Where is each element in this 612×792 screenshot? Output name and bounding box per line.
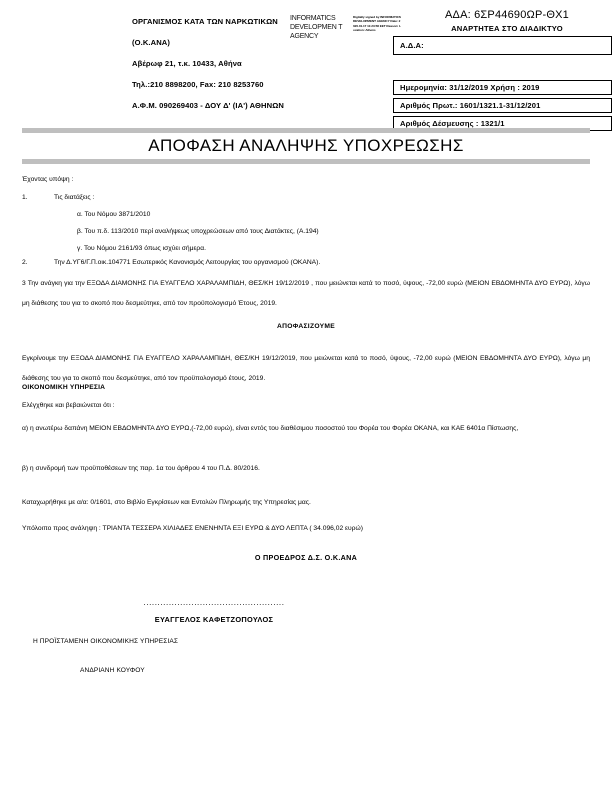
stamp-agency-name: INFORMATICS DEVELOPMEN T AGENCY (290, 15, 343, 41)
org-phone-line: Τηλ.:210 8898200, Fax: 210 8253760 (132, 80, 264, 90)
ada-code-text: ΑΔΑ: 6ΣΡ44690ΩΡ-ΘΧ1 (444, 9, 569, 21)
document-header (0, 0, 612, 126)
list-item-1c: γ. Του Νόμου 2161/93 όπως ισχύει σήμερα. (77, 245, 206, 252)
finance-head-name: ΑΝΔΡΙΑΝΗ ΚΟΥΦΟΥ (80, 667, 145, 674)
title-rule-top (22, 128, 590, 133)
financial-point-a: α) η ανωτέρω δαπάνη ΜΕΙΟΝ ΕΒΔΟΜΗΝΤΑ ΔΥΟ ΕΥΡΩ,(-72,00 ευρώ), είναι εντός του διαθέσιμου ποσοστού του Φορέα του Φορέα ΟΚΑΝΑ, και ΚΑΕ 6401α Πίστωσης, (22, 425, 519, 432)
checked-statement: Ελέγχθηκε και βεβαιώνεται ότι : (22, 402, 115, 409)
intro-text: Έχοντας υπόψη : (22, 176, 74, 183)
protocol-number-box: Αριθμός Πρωτ.: 1601/1321.1-31/12/201 (393, 98, 612, 113)
list-item-2 (22, 259, 590, 266)
date-field-box: Ημερομηνία: 31/12/2019 Χρήση : 2019 (393, 80, 612, 95)
publication-notice: ΑΝΑΡΤΗΤΕΑ ΣΤΟ ΔΙΑΔΙΚΤΥΟ (451, 24, 563, 33)
list-item-3: 3 Την ανάγκη για την ΕΞΟΔΑ ΔΙΑΜΟΝΗΣ ΓΙΑ ΕΥΑΓΓΕΛΟ ΧΑΡΑΛΑΜΠΙΔΗ, ΘΕΣ/ΚΗ 19/12/2019 , που μειώνεται κατά το ποσό, ύψους, -72,00 ευρώ (ΜΕΙΟΝ ΕΒΔΟΜΗΝΤΑ ΔΥΟ ΕΥΡΩ), λόγω μη διάθεσης του για το σκοπό που δεσμεύτηκε, από τον προϋπολογισμό Έτους, 2019. (22, 280, 590, 307)
financial-point-b: β) η συνδρομή των προϋποθέσεων της παρ. 1α του άρθρου 4 του Π.Δ. 80/2016. (22, 465, 260, 472)
list-item-2-marker: 2. (22, 259, 28, 266)
org-address-line: Αβέρωφ 21, τ.κ. 10433, Αθήνα (132, 59, 242, 69)
title-rule-bottom (22, 159, 590, 164)
finance-head-title: Η ΠΡΟΪΣΤΑΜΕΝΗ ΟΙΚΟΝΟΜΙΚΗΣ ΥΠΗΡΕΣΙΑΣ (33, 638, 179, 645)
stamp-signature-details: Digitally signed by INFORMATICS DEVELOPMENT AGENCY Date: 2020.01.17 11:23:58 EET Reason: Location: Athens (353, 15, 401, 32)
signature-dotted-line: .................................................. (143, 598, 285, 607)
commitment-number-box: Αριθμός Δέσμευσης : 1321/1 (393, 116, 612, 131)
org-name-line: ΟΡΓΑΝΙΣΜΟΣ ΚΑΤΑ ΤΩΝ ΝΑΡΚΩΤΙΚΩΝ (132, 17, 278, 26)
list-item-1b: β. Του π.δ. 113/2010 περί αναλήψεως υποχρεώσεων από τους Διατάκτες, (Α.194) (77, 228, 319, 235)
digital-signature-stamp (290, 14, 400, 60)
page-title: ΑΠΟΦΑΣΗ ΑΝΑΛΗΨΗΣ ΥΠΟΧΡΕΩΣΗΣ (148, 136, 464, 155)
president-name: ΕΥΑΓΓΕΛΟΣ ΚΑΦΕΤΖΟΠΟΥΛΟΣ (154, 615, 274, 624)
list-item-1a: α. Του Νόμου 3871/2010 (77, 211, 151, 218)
ada-field-box: Α.Δ.Α: (393, 36, 612, 55)
decide-heading: ΑΠΟΦΑΣΙΖΟΥΜΕ (276, 323, 336, 330)
list-item-1-text: Τις διατάξεις : (54, 194, 95, 201)
org-abbreviation-line: (Ο.Κ.ΑΝΑ) (132, 38, 171, 48)
org-tax-line: Α.Φ.Μ. 090269403 - ΔΟΥ Δ' (ΙΑ') ΑΘΗΝΩΝ (132, 101, 284, 111)
financial-service-heading: ΟΙΚΟΝΟΜΙΚΗ ΥΠΗΡΕΣΙΑ (22, 384, 106, 391)
remaining-balance-paragraph: Υπόλοιπο προς ανάληψη : ΤΡΙΑΝΤΑ ΤΕΣΣΕΡΑ ΧΙΛΙΑΔΕΣ ΕΝΕΝΗΝΤΑ ΕΞΙ ΕΥΡΩ & ΔΥΟ ΛΕΠΤΑ ( 34.096,02 ευρώ) (22, 525, 363, 532)
registration-paragraph: Καταχωρήθηκε με α/α: 0/1601, στο Βιβλίο Εγκρίσεων και Εντολών Πληρωμής της Υπηρεσίας μας. (22, 499, 311, 506)
list-item-1 (22, 194, 590, 201)
list-item-1-marker: 1. (22, 194, 28, 201)
approval-paragraph: Εγκρίνουμε την ΕΞΟΔΑ ΔΙΑΜΟΝΗΣ ΓΙΑ ΕΥΑΓΓΕΛΟ ΧΑΡΑΛΑΜΠΙΔΗ, ΘΕΣ/ΚΗ 19/12/2019, που μειώνεται κατά το ποσό, ύψους, -72,00 ευρώ (ΜΕΙΟΝ ΕΒΔΟΜΗΝΤΑ ΔΥΟ ΕΥΡΩ), λόγω μη διάθεσης του για το σκοπό που δεσμεύτηκε, από τον προϋπολογισμό έτους, 2019. (22, 355, 590, 382)
list-item-2-text: Την Δ.ΥΓ6/Γ.Π.οικ.104771 Εσωτερικός Κανονισμός Λειτουργίας του οργανισμού (ΟΚΑΝΑ). (54, 259, 321, 266)
president-title: Ο ΠΡΟΕΔΡΟΣ Δ.Σ. Ο.Κ.ΑΝΑ (254, 553, 358, 562)
